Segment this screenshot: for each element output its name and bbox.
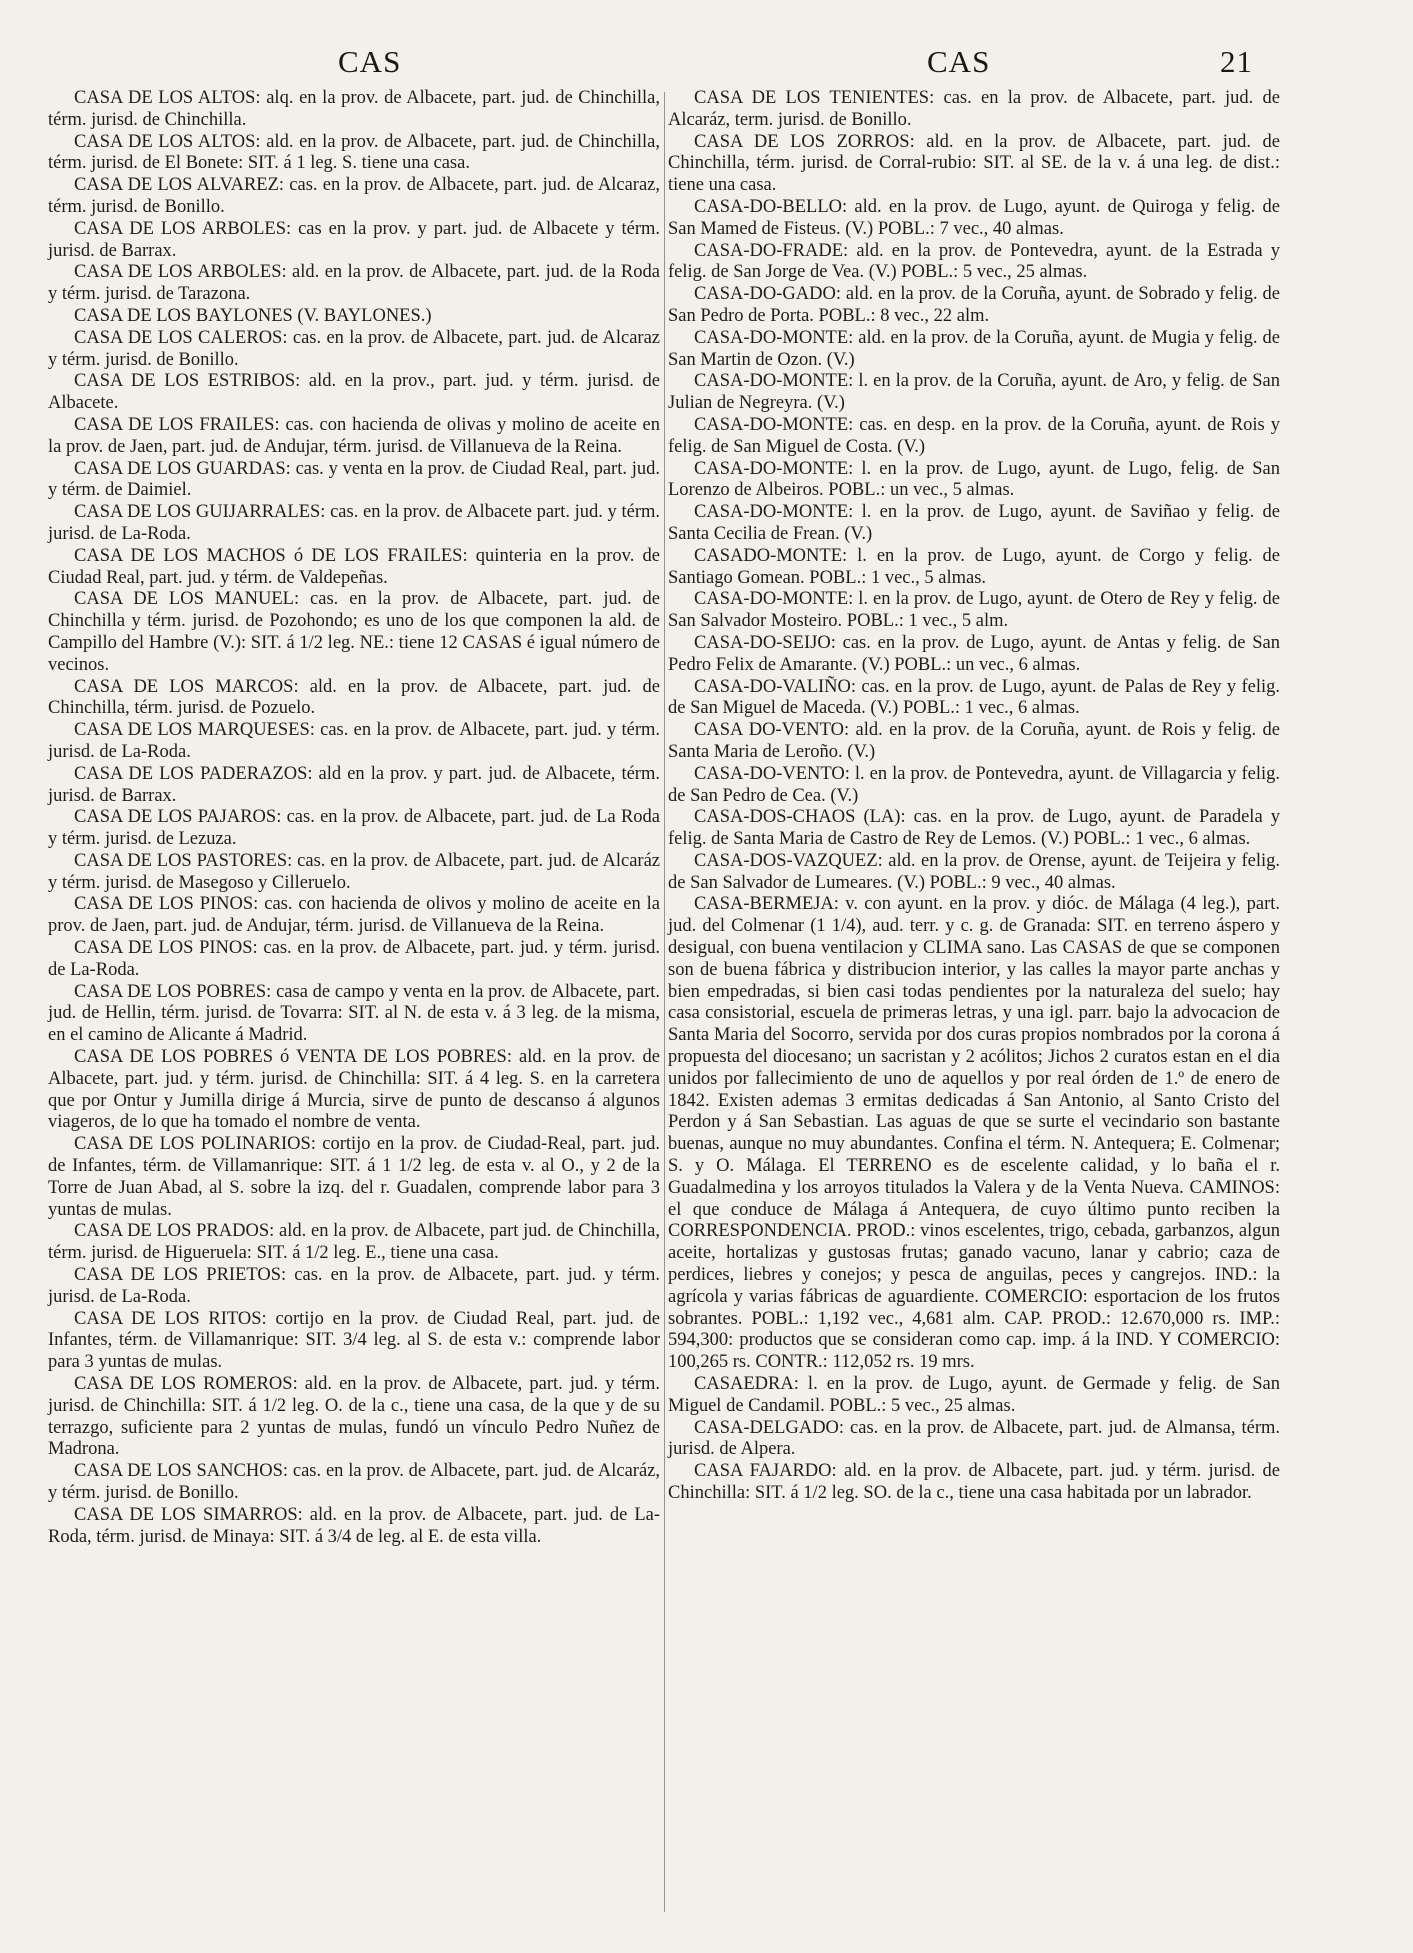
- dictionary-entry: CASA DE LOS ARBOLES: ald. en la prov. de Albacete, part. jud. de la Roda y térm. jurisd. de Tarazona.: [48, 262, 660, 305]
- dictionary-entry: CASA-DO-SEIJO: cas. en la prov. de Lugo, ayunt. de Antas y felig. de San Pedro Felix de Amarante. (V.) POBL.: un vec., 6 almas.: [668, 632, 1280, 675]
- dictionary-entry: CASA DE LOS POBRES ó VENTA DE LOS POBRES: ald. en la prov. de Albacete, part. jud. y térm. jurisd. de Chinchilla: SIT. á 4 leg. S. en la carretera que por Ontur y Jumilla dirige á Murcia, sirve de punto de descanso á algunos viageros, de lo que ha tomado el nombre de venta.: [48, 1047, 660, 1133]
- dictionary-entry: CASA-DO-VENTO: l. en la prov. de Pontevedra, ayunt. de Villagarcia y felig. de San Pedro de Cea. (V.): [668, 763, 1280, 806]
- dictionary-entry: CASA-DO-GADO: ald. en la prov. de la Coruña, ayunt. de Sobrado y felig. de San Pedro de Porta. POBL.: 8 vec., 22 alm.: [668, 284, 1280, 326]
- left-column: [48, 88, 660, 1548]
- dictionary-entry: CASA FAJARDO: ald. en la prov. de Albacete, part. jud. y térm. jurisd. de Chinchilla: SIT. á 1/2 leg. SO. de la c., tiene una casa habitada por un labrador.: [668, 1461, 1280, 1503]
- dictionary-entry: CASA-DO-MONTE: cas. en desp. en la prov. de la Coruña, ayunt. de Rois y felig. de San Miguel de Costa. (V.): [668, 414, 1280, 457]
- dictionary-entry: CASA DE LOS ALTOS: alq. en la prov. de Albacete, part. jud. de Chinchilla, térm. jurisd. de Chinchilla.: [48, 88, 660, 130]
- dictionary-entry: CASA DE LOS ALVAREZ: cas. en la prov. de Albacete, part. jud. de Alcaraz, térm. jurisd. de Bonillo.: [48, 175, 660, 217]
- dictionary-entry: CASA DE LOS PADERAZOS: ald en la prov. y part. jud. de Albacete, térm. jurisd. de Barrax.: [48, 763, 660, 806]
- dictionary-entry: CASA DE LOS SANCHOS: cas. en la prov. de Albacete, part. jud. de Alcaráz, y térm. jurisd. de Bonillo.: [48, 1461, 660, 1503]
- dictionary-entry: CASA DE LOS ESTRIBOS: ald. en la prov., part. jud. y térm. jurisd. de Albacete.: [48, 371, 660, 414]
- right-column: [668, 88, 1280, 1505]
- page-number: 21: [1220, 44, 1253, 79]
- running-head-left: CAS: [338, 44, 402, 79]
- dictionary-entry: CASA-DO-MONTE: l. en la prov. de la Coruña, ayunt. de Aro, y felig. de San Julian de Negreyra. (V.): [668, 371, 1280, 414]
- dictionary-entry: CASA-DO-MONTE: l. en la prov. de Lugo, ayunt. de Saviñao y felig. de Santa Cecilia de Frean. (V.): [668, 502, 1280, 544]
- dictionary-entry: CASA-DO-MONTE: l. en la prov. de Lugo, ayunt. de Otero de Rey y felig. de San Salvador Mosteiro. POBL.: 1 vec., 5 alm.: [668, 589, 1280, 632]
- dictionary-entry: CASA DE LOS CALEROS: cas. en la prov. de Albacete, part. jud. de Alcaraz y térm. jurisd. de Bonillo.: [48, 327, 660, 370]
- dictionary-entry: CASA DE LOS MACHOS ó DE LOS FRAILES: quinteria en la prov. de Ciudad Real, part. jud. y térm. de Valdepeñas.: [48, 545, 660, 588]
- dictionary-entry: CASA DE LOS BAYLONES (V. BAYLONES.): [74, 305, 432, 326]
- dictionary-entry: CASA DE LOS RITOS: cortijo en la prov. de Ciudad Real, part. jud. de Infantes, térm. de Villamanrique: SIT. 3/4 leg. al S. de esta v.: comprende labor para 3 yuntas de mulas.: [48, 1308, 660, 1373]
- dictionary-entry: CASA DE LOS FRAILES: cas. con hacienda de olivas y molino de aceite en la prov. de Jaen, part. jud. de Andujar, térm. jurisd. de Villanueva de la Reina.: [48, 414, 660, 457]
- dictionary-entry: CASA DE LOS ZORROS: ald. en la prov. de Albacete, part. jud. de Chinchilla, térm. jurisd. de Corral-rubio: SIT. al SE. de la v. á una leg. de dist.: tiene una casa.: [668, 131, 1280, 196]
- dictionary-entry: CASA DO-VENTO: ald. en la prov. de la Coruña, ayunt. de Rois y felig. de Santa Maria de Leroño. (V.): [668, 720, 1280, 762]
- dictionary-entry: CASA DE LOS SIMARROS: ald. en la prov. de Albacete, part. jud. de La-Roda, térm. jurisd. de Minaya: SIT. á 3/4 de leg. al E. de esta villa.: [48, 1504, 660, 1547]
- dictionary-entry: CASA DE LOS PINOS: cas. en la prov. de Albacete, part. jud. y térm. jurisd. de La-Roda.: [48, 938, 660, 980]
- dictionary-entry: CASA DE LOS PASTORES: cas. en la prov. de Albacete, part. jud. de Alcaráz y térm. jurisd. de Masegoso y Cilleruelo.: [48, 850, 660, 893]
- dictionary-entry: CASA-DO-VALIÑO: cas. en la prov. de Lugo, ayunt. de Palas de Rey y felig. de San Miguel de Maceda. (V.) POBL.: 1 vec., 6 almas.: [668, 676, 1280, 719]
- dictionary-entry: CASA-DO-BELLO: ald. en la prov. de Lugo, ayunt. de Quiroga y felig. de San Mamed de Fisteus. (V.) POBL.: 7 vec., 40 almas.: [668, 196, 1280, 239]
- dictionary-entry: CASA DE LOS PINOS: cas. con hacienda de olivos y molino de aceite en la prov. de Jaen, part. jud. de Andujar, térm. jurisd. de Villanueva de la Reina.: [48, 894, 660, 937]
- dictionary-entry: CASA DE LOS PRIETOS: cas. en la prov. de Albacete, part. jud. y térm. jurisd. de La-Roda.: [48, 1265, 660, 1307]
- dictionary-entry: CASA-DO-MONTE: ald. en la prov. de la Coruña, ayunt. de Mugia y felig. de San Martin de Ozon. (V.): [668, 327, 1280, 370]
- dictionary-entry: CASA-BERMEJA: v. con ayunt. en la prov. y dióc. de Málaga (4 leg.), part. jud. del Colmenar (1 1/4), aud. terr. y c. g. de Granada: SIT. en terreno áspero y desigual, con buena ventilacion y CLIMA sano. Las CASAS de que se componen son de buena fábrica y distribucion interior, y las calles la mayor parte anchas y bien empedradas, si bien casi todas pendientes por la naturaleza del suelo; hay casa consistorial, escuela de primeras letras, y una igl. parr. bajo la advocacion de Santa Maria del Socorro, servida por dos curas propios nombrados por la corona á propuesta del diocesano; un sacristan y 2 acólitos; Jichos 2 curatos estan en el dia unidos por fallecimiento de uno de aquellos y por real órden de 1.º de enero de 1842. Existen ademas 3 ermitas dedicadas á San Antonio, al Santo Cristo del Perdon y á San Sebastian. Las aguas de que se surte el vecindario son bastante buenas, aunque no muy abundantes. Confina el térm. N. Antequera; E. Colmenar; S. y O. Málaga. El TERRENO es de escelente calidad, y lo baña el r. Guadalmedina y los arroyos titulados la Valera y de la Venta Nueva. CAMINOS: el que conduce de Málaga á Antequera, de cuyo último punto reciben la CORRESPONDENCIA. PROD.: vinos escelentes, trigo, cebada, garbanzos, algun aceite, hortalizas y gustosas frutas; ganado vacuno, lanar y cabrio; caza de perdices, liebres y conejos; y pesca de anguilas, peces y cangrejos. IND.: la agrícola y varias fábricas de aguardiente. COMERCIO: esportacion de los frutos sobrantes. POBL.: 1,192 vec., 4,681 alm. CAP. PROD.: 12.670,000 rs. IMP.: 594,300: productos que se consideran como cap. imp. á la IND. Y COMERCIO: 100,265 rs. CONTR.: 112,052 rs. 19 mrs.: [668, 894, 1280, 1373]
- dictionary-entry: CASA DE LOS PAJAROS: cas. en la prov. de Albacete, part. jud. de La Roda y térm. jurisd. de Lezuza.: [48, 807, 660, 850]
- dictionary-entry: CASA-DO-FRADE: ald. en la prov. de Pontevedra, ayunt. de la Estrada y felig. de San Jorge de Vea. (V.) POBL.: 5 vec., 25 almas.: [668, 240, 1280, 283]
- dictionary-entry: CASA DE LOS MANUEL: cas. en la prov. de Albacete, part. jud. de Chinchilla y térm. jurisd. de Pozohondo; es uno de los que componen la ald. de Campillo del Hambre (V.): SIT. á 1/2 leg. NE.: tiene 12 CASAS é igual número de vecinos.: [48, 589, 660, 675]
- dictionary-entry: CASA DE LOS MARQUESES: cas. en la prov. de Albacete, part. jud. y térm. jurisd. de La-Roda.: [48, 720, 660, 762]
- dictionary-entry: CASA DE LOS POBRES: casa de campo y venta en la prov. de Albacete, part. jud. de Hellin, térm. jurisd. de Tovarra: SIT. al N. de esta v. á 3 leg. de la misma, en el camino de Alicante á Madrid.: [48, 981, 660, 1046]
- dictionary-entry: CASA DE LOS GUIJARRALES: cas. en la prov. de Albacete part. jud. y térm. jurisd. de La-Roda.: [48, 502, 660, 544]
- dictionary-entry: CASA-DOS-CHAOS (LA): cas. en la prov. de Lugo, ayunt. de Paradela y felig. de Santa Maria de Castro de Rey de Lemos. (V.) POBL.: 1 vec., 6 almas.: [668, 807, 1280, 850]
- dictionary-entry: CASA-DELGADO: cas. en la prov. de Albacete, part. jud. de Almansa, térm. jurisd. de Alpera.: [668, 1417, 1280, 1460]
- dictionary-entry: CASA DE LOS POLINARIOS: cortijo en la prov. de Ciudad-Real, part. jud. de Infantes, térm. de Villamanrique: SIT. á 1 1/2 leg. de esta v. al O., y 2 de la Torre de Juan Abad, al S. sobre la izq. del r. Guadalen, comprende labor para 3 yuntas de mulas.: [48, 1134, 660, 1220]
- dictionary-entry: CASA DE LOS TENIENTES: cas. en la prov. de Albacete, part. jud. de Alcaráz, term. jurisd. de Bonillo.: [668, 88, 1280, 130]
- dictionary-entry: CASA DE LOS ROMEROS: ald. en la prov. de Albacete, part. jud. y térm. jurisd. de Chinchilla: SIT. á 1/2 leg. O. de la c., tiene una casa, de la que y de su terrazgo, suficiente para 2 yuntas de mulas, fundó un vínculo Pedro Nuñez de Madrona.: [48, 1374, 660, 1460]
- dictionary-entry: CASA DE LOS GUARDAS: cas. y venta en la prov. de Ciudad Real, part. jud. y térm. de Daimiel.: [48, 458, 660, 501]
- dictionary-entry: CASA DE LOS ALTOS: ald. en la prov. de Albacete, part. jud. de Chinchilla, térm. jurisd. de El Bonete: SIT. á 1 leg. S. tiene una casa.: [48, 131, 660, 174]
- dictionary-entry: CASA-DO-MONTE: l. en la prov. de Lugo, ayunt. de Lugo, felig. de San Lorenzo de Albeiros. POBL.: un vec., 5 almas.: [668, 458, 1280, 501]
- column-divider: [664, 92, 665, 1912]
- dictionary-entry: CASA DE LOS ARBOLES: cas en la prov. y part. jud. de Albacete y térm. jurisd. de Barrax.: [48, 218, 660, 261]
- dictionary-entry: CASAEDRA: l. en la prov. de Lugo, ayunt. de Germade y felig. de San Miguel de Candamil. POBL.: 5 vec., 25 almas.: [668, 1374, 1280, 1416]
- dictionary-entry: CASA DE LOS MARCOS: ald. en la prov. de Albacete, part. jud. de Chinchilla, térm. jurisd. de Pozuelo.: [48, 676, 660, 719]
- dictionary-entry: CASA DE LOS PRADOS: ald. en la prov. de Albacete, part jud. de Chinchilla, térm. jurisd. de Higueruela: SIT. á 1/2 leg. E., tiene una casa.: [48, 1221, 660, 1264]
- dictionary-entry: CASADO-MONTE: l. en la prov. de Lugo, ayunt. de Corgo y felig. de Santiago Gomean. POBL.: 1 vec., 5 almas.: [668, 545, 1280, 588]
- dictionary-entry: CASA-DOS-VAZQUEZ: ald. en la prov. de Orense, ayunt. de Teijeira y felig. de San Salvador de Lumeares. (V.) POBL.: 9 vec., 40 almas.: [668, 850, 1280, 893]
- running-head-right: CAS: [927, 44, 991, 79]
